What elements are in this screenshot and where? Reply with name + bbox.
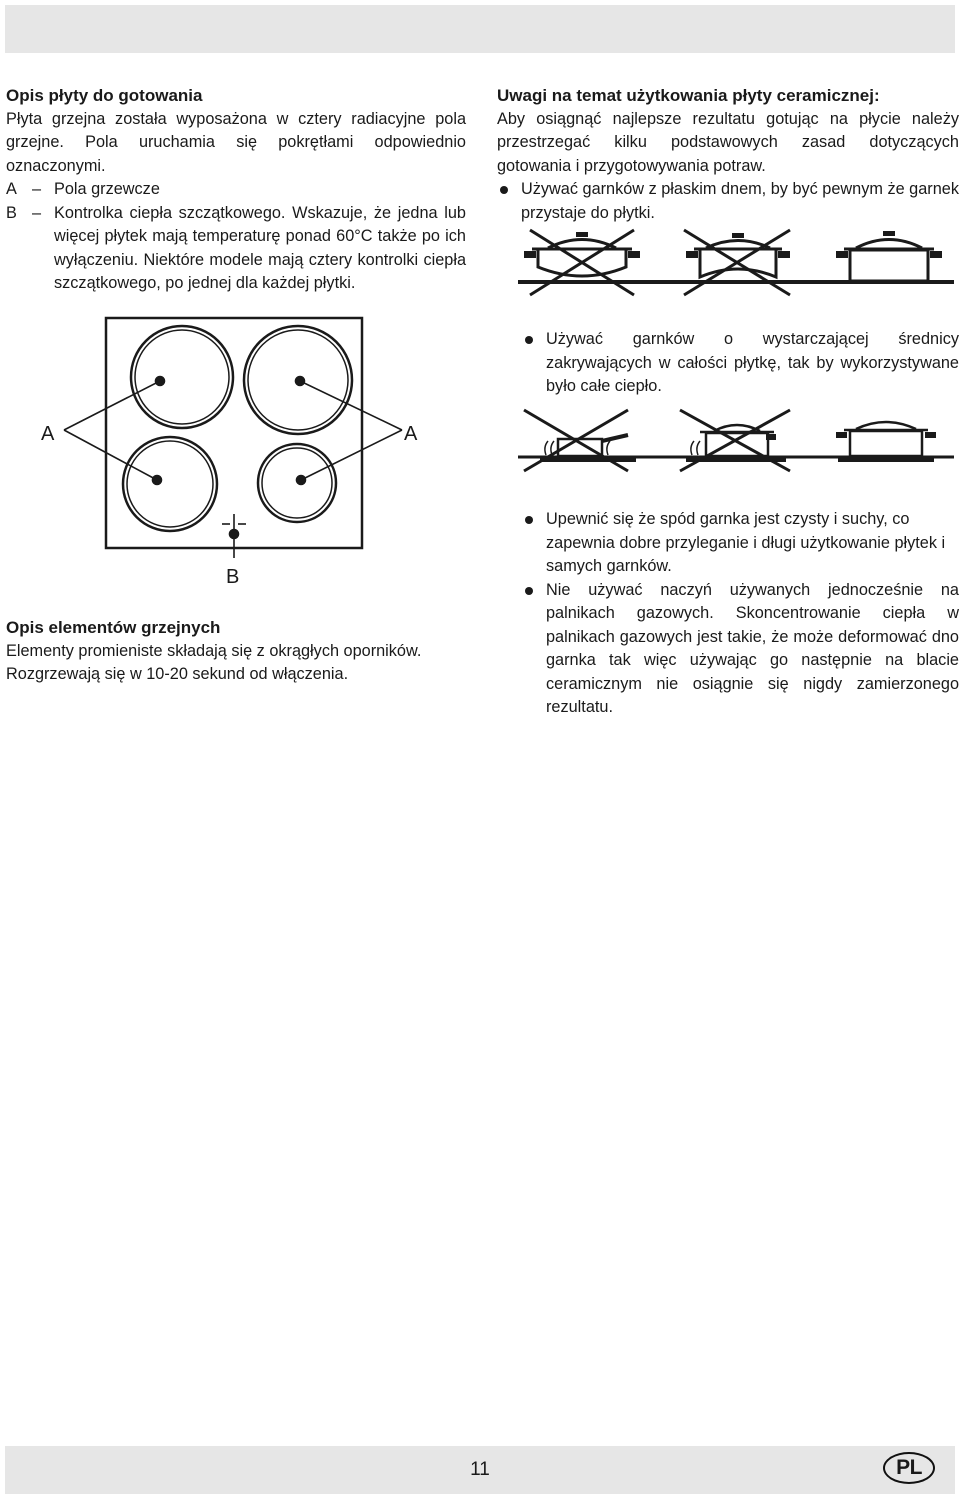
residual-heat-indicator-icon: [222, 514, 246, 558]
pan-flat-bottom-icon: [836, 231, 942, 281]
legend-dash: –: [32, 180, 42, 198]
page-number: 11: [470, 1459, 490, 1480]
usage-bullets-3: [522, 508, 959, 720]
bullet-no-gas-burner-pans: Nie używać naczyń używanych jednocześnie na palnikach gazowych. Skoncentrowanie ciepła w palnikach gazowych jest takie, że może deformować dno garnka tak więc używając go następnie na blacie ceramicznym nie osiągnie się nigdy zamierzonego rezultatu.: [522, 579, 959, 720]
pan-diameter-illustration: [510, 405, 960, 475]
bullet-pan-diameter: Używać garnków o wystarczającej średnicy zakrywających w całości płytkę, tak by wykorzystywane było całe ciepło.: [522, 328, 959, 399]
hob-diagram: [0, 300, 480, 600]
pan-curved-bottom-icon: [524, 230, 640, 295]
usage-notes-diameter: [522, 328, 959, 399]
legend-key: A: [6, 180, 17, 198]
heating-elements-text: Elementy promieniste składają się z okrągłych oporników. Rozgrzewają się w 10-20 sekund od włączenia.: [6, 641, 422, 683]
usage-heading: Uwagi na temat użytkowania płyty ceramicznej:: [497, 86, 880, 105]
usage-intro: Aby osiągnąć najlepsze rezultatu gotując na płycie należy przestrzegać kilku podstawowych zasad dotyczących gotowania i przygotowywania potraw.: [497, 109, 959, 175]
hob-zone-bottom-left: [123, 437, 217, 531]
hob-outline: [106, 318, 362, 548]
usage-bullets-1: [497, 178, 959, 225]
header-bar: [5, 5, 955, 53]
legend-item-b: [6, 202, 466, 296]
usage-notes-care: [522, 508, 959, 720]
bullet-flat-bottom: Używać garnków z płaskim dnem, by być pewnym że garnek przystaje do płytki.: [497, 178, 959, 225]
flat-bottom-pans-illustration: [510, 225, 960, 300]
language-badge: PL: [883, 1452, 935, 1484]
diagram-label-b: B: [226, 566, 240, 588]
pan-concave-bottom-icon: [684, 230, 790, 295]
usage-bullets-2: [522, 328, 959, 399]
cooktop-intro: Płyta grzejna została wyposażona w cztery radiacyjne pola grzejne. Pola uruchamia się pokrętłami odpowiednio oznaczonymi.: [6, 109, 466, 175]
diagram-label-a-right: A: [404, 423, 418, 445]
bullet-clean-dry-bottom: Upewnić się że spód garnka jest czysty i suchy, co zapewnia dobre przyleganie i długi użytkowanie płytek i samych garnków.: [522, 508, 959, 579]
legend-key: B: [6, 203, 17, 222]
heating-elements-heading: Opis elementów grzejnych: [6, 618, 221, 637]
legend-text: Pola grzewcze: [54, 180, 160, 198]
cooktop-heading: Opis płyty do gotowania: [6, 86, 203, 105]
pan-correct-size-icon: [836, 422, 936, 456]
heating-elements-section: [6, 616, 466, 687]
cooktop-description: [6, 84, 466, 296]
legend-item-a: [6, 178, 466, 202]
legend-text: Kontrolka ciepła szczątkowego. Wskazuje, że jedna lub więcej płytek mają temperaturę ponad 60°C także po ich wyłączeniu. Niektóre modele mają cztery kontrolki ciepła szczątkowego, po jednej dla każdej płytki.: [54, 203, 466, 292]
legend-dash: –: [32, 203, 42, 222]
diagram-label-a-left: A: [41, 423, 55, 445]
hob-zone-top-left: [131, 326, 233, 428]
usage-notes-section: [497, 84, 959, 225]
